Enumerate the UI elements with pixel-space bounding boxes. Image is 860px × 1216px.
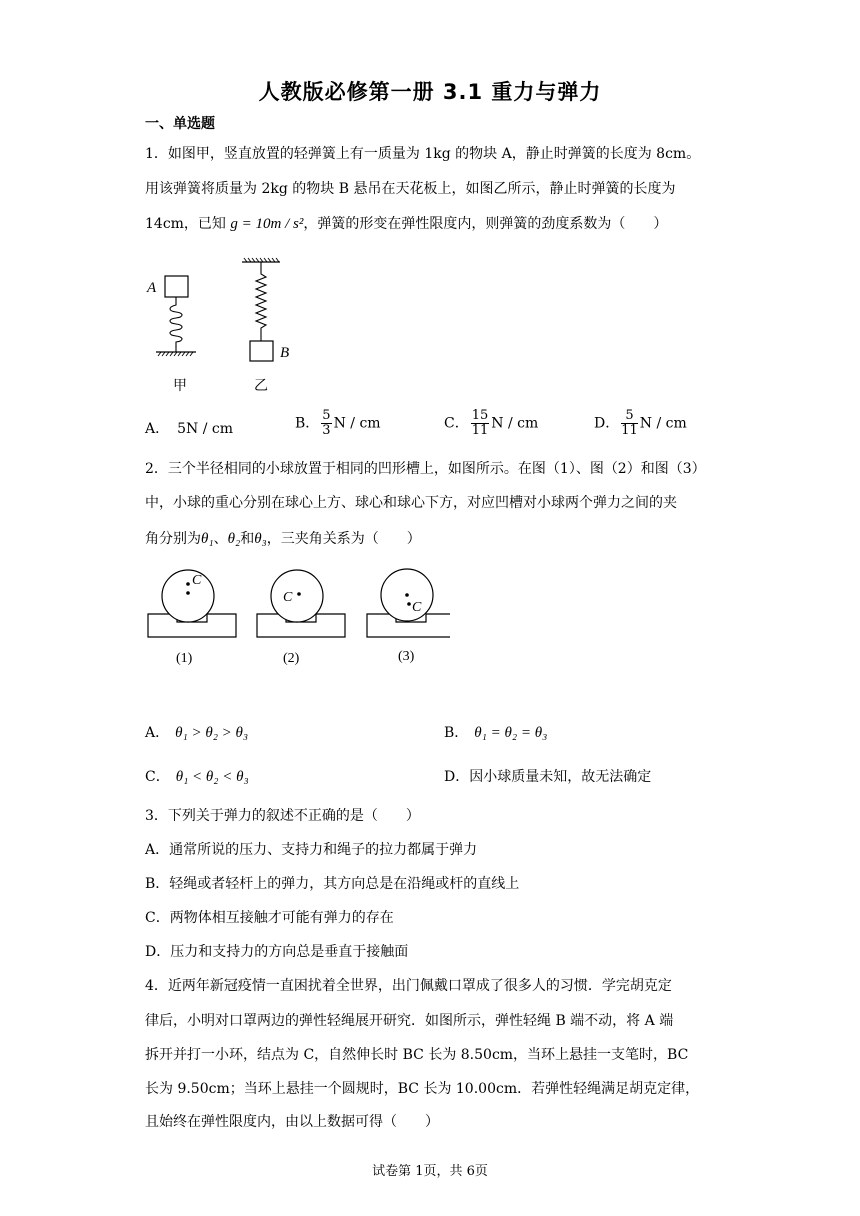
page-title: 人教版必修第一册 3.1 重力与弹力 — [258, 80, 602, 104]
q2-ball-groove-figure — [140, 562, 450, 677]
q2-option-d[interactable]: D．因小球质量未知，故无法确定 — [444, 769, 652, 785]
ball-1 — [162, 570, 214, 622]
svg-text:C: C — [192, 573, 202, 588]
q3-option-a[interactable]: A．通常所说的压力、支持力和绳子的拉力都属于弹力 — [145, 842, 478, 858]
q1-option-c[interactable]: C． $\frac{15}{11}$ N / cm — [444, 408, 539, 438]
q2-option-a[interactable]: A． θ₁ > θ₂ > θ₃ — [145, 725, 249, 741]
label-a: A — [147, 280, 157, 296]
page-footer: 试卷第 1页，共 6页 — [372, 1164, 488, 1179]
q1-line1: 1．如图甲，竖直放置的轻弹簧上有一质量为 1kg 的物块 A，静止时弹簧的长度为 8cm。 — [145, 146, 701, 162]
block-a — [165, 276, 188, 297]
q2-option-b[interactable]: B． θ₁ = θ₂ = θ₃ — [444, 725, 548, 741]
q3-option-b[interactable]: B．轻绳或者轻杆上的弹力，其方向总是在沿绳或杆的直线上 — [145, 876, 520, 892]
fig-label-2: (2) — [283, 651, 300, 666]
label-b: B — [280, 345, 290, 361]
spring-b — [256, 262, 266, 341]
q3-stem: 3．下列关于弹力的叙述不正确的是（ ） — [145, 808, 420, 824]
gravity-formula: g = 10m / s² — [230, 216, 304, 232]
fig-label-1: (1) — [176, 651, 193, 666]
q2-line3: 角分别为θ₁、θ₂和θ₃，三夹角关系为（ ） — [145, 531, 421, 547]
q1-option-a[interactable]: A． 5N / cm — [145, 421, 234, 437]
fraction: $\frac{5}{3}$ — [322, 408, 331, 438]
q2-line2: 中，小球的重心分别在球心上方、球心和球心下方，对应凹槽对小球两个弹力之间的夹 — [145, 495, 677, 511]
label-jia: 甲 — [173, 379, 187, 394]
spring-a — [170, 297, 182, 352]
svg-text:C: C — [412, 600, 422, 615]
label-yi: 乙 — [254, 379, 268, 394]
q4-line5: 且始终在弹性限度内，由以上数据可得（ ） — [145, 1114, 439, 1130]
q4-line1: 4．近两年新冠疫情一直困扰着全世界，出门佩戴口罩成了很多人的习惯．学完胡克定 — [145, 978, 672, 994]
fraction: $\frac{15}{11}$ — [471, 408, 489, 438]
fraction: $\frac{5}{11}$ — [621, 408, 638, 438]
q2-option-c[interactable]: C． θ₁ < θ₂ < θ₃ — [145, 769, 249, 785]
svg-text:C: C — [283, 590, 293, 605]
fig-label-3: (3) — [398, 649, 415, 664]
q1-option-b[interactable]: B． $\frac{5}{3}$ N / cm — [295, 408, 381, 438]
q1-spring-figure — [140, 252, 310, 397]
q3-option-c[interactable]: C．两物体相互接触才可能有弹力的存在 — [145, 910, 394, 926]
section-heading: 一、单选题 — [145, 116, 215, 132]
q3-option-d[interactable]: D．压力和支持力的方向总是垂直于接触面 — [145, 944, 409, 960]
q1-option-d[interactable]: D． $\frac{5}{11}$ N / cm — [594, 408, 687, 438]
q1-line3: 14cm，已知 g = 10m / s²，弹簧的形变在弹性限度内，则弹簧的劲度系数为（ ） — [145, 216, 668, 232]
q1-line2: 用该弹簧将质量为 2kg 的物块 B 悬吊在天花板上，如图乙所示，静止时弹簧的长度为 — [145, 181, 676, 197]
q2-line1: 2．三个半径相同的小球放置于相同的凹形槽上，如图所示。在图（1）、图（2）和图（3） — [145, 461, 706, 477]
q4-line3: 拆开并打一小环，结点为 C，自然伸长时 BC 长为 8.50cm，当环上悬挂一支笔时，BC — [145, 1047, 689, 1063]
ball-2 — [271, 570, 323, 622]
block-b — [250, 341, 273, 361]
q4-line2: 律后，小明对口罩两边的弹性轻绳展开研究．如图所示，弹性轻绳 B 端不动，将 A 端 — [145, 1013, 674, 1029]
q4-line4: 长为 9.50cm；当环上悬挂一个圆规时，BC 长为 10.00cm．若弹性轻绳满足胡克定律， — [145, 1081, 700, 1097]
